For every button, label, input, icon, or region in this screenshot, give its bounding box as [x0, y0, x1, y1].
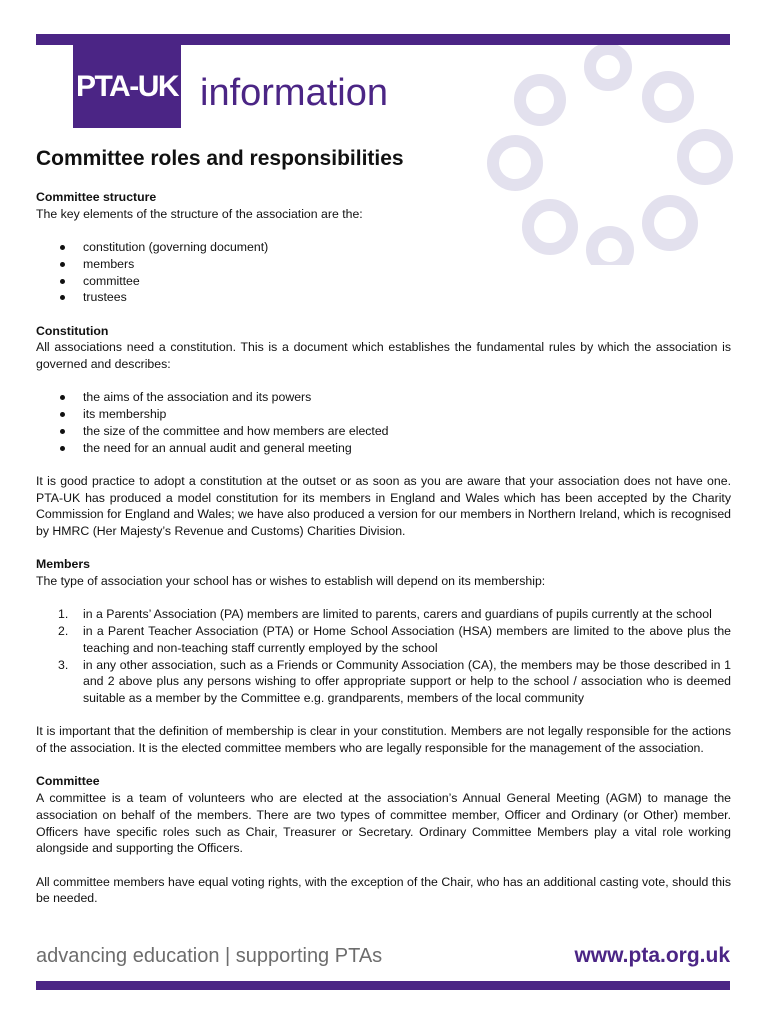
list-item-text: in a Parents’ Association (PA) members are limited to parents, carers and guardians of pupils currently at the school: [83, 607, 712, 622]
list-item: its membership: [36, 406, 731, 423]
structure-list: [36, 239, 731, 306]
list-item: [36, 606, 731, 623]
top-accent-bar: [36, 34, 730, 45]
page-title: Committee roles and responsibilities: [36, 147, 404, 170]
footer-tagline: advancing education | supporting PTAs: [36, 945, 383, 967]
logo-text: PTA-UK: [75, 69, 179, 103]
pta-uk-logo: [73, 45, 181, 128]
list-item: constitution (governing document): [36, 239, 731, 256]
list-item: the aims of the association and its powers: [36, 389, 731, 406]
list-number: 3.: [58, 657, 69, 672]
list-item-text: in any other association, such as a Friends or Community Association (CA), the members may be those described in 1 and 2 above plus any persons wishing to offer appropriate support or help to the school / association who is deemed suitable as a member by the Committee e.g. grandparents, members of the local community: [83, 657, 731, 705]
document-body: [36, 189, 731, 924]
committee-paragraph-2: All committee members have equal voting rights, with the exception of the Chair, who has an additional casting vote, should this be needed.: [36, 874, 731, 906]
section-heading-constitution: Constitution: [36, 323, 109, 338]
members-intro: The type of association your school has or wishes to establish will depend on its membership:: [36, 574, 546, 589]
information-heading: information: [200, 72, 388, 114]
list-item: [36, 623, 731, 656]
section-heading-structure: Committee structure: [36, 190, 157, 204]
committee-paragraph-1: A committee is a team of volunteers who are elected at the association’s Annual General Meeting (AGM) to manage the association on behalf of the members. There are two types of committee member, Officer and Ordinary (or Other) member. Officers have specific roles such as Chair, Treasurer or Secretary. Ordinary Committee Members play a vital role working alongside and supporting the Officers.: [36, 791, 731, 856]
section-heading-members: Members: [36, 557, 90, 572]
list-item: members: [36, 256, 731, 273]
bottom-accent-bar: [36, 981, 730, 990]
section-heading-committee: Committee: [36, 774, 100, 789]
list-number: 1.: [58, 607, 69, 622]
list-item-text: in a Parent Teacher Association (PTA) or Home School Association (HSA) members are limited to the above plus the teaching and non-teaching staff currently employed by the school: [83, 624, 731, 655]
constitution-paragraph: It is good practice to adopt a constitution at the outset or as soon as you are aware that your association does not have one. PTA-UK has produced a model constitution for its members in England and Wales which has been accepted by the Charity Commission for England and Wales; we have also produced a version for our members in Northern Ireland, which is recognised by HMRC (Her Majesty’s Revenue and Customs) Charities Division.: [36, 473, 731, 538]
footer-url-link[interactable]: www.pta.org.uk: [574, 944, 730, 967]
structure-intro: The key elements of the structure of the association are the:: [36, 206, 363, 221]
constitution-list: [36, 389, 731, 456]
members-list: [36, 606, 731, 706]
list-item: the size of the committee and how members are elected: [36, 423, 731, 440]
list-item: [36, 657, 731, 707]
list-item: trustees: [36, 289, 731, 306]
list-number: 2.: [58, 624, 69, 639]
constitution-intro: All associations need a constitution. This is a document which establishes the fundamental rules by which the association is governed and describes:: [36, 340, 731, 371]
list-item: the need for an annual audit and general meeting: [36, 440, 731, 457]
list-item: committee: [36, 273, 731, 290]
members-paragraph: It is important that the definition of membership is clear in your constitution. Members are not legally responsible for the actions of the association. It is the elected committee members who are legally responsible for the management of the association.: [36, 724, 731, 756]
